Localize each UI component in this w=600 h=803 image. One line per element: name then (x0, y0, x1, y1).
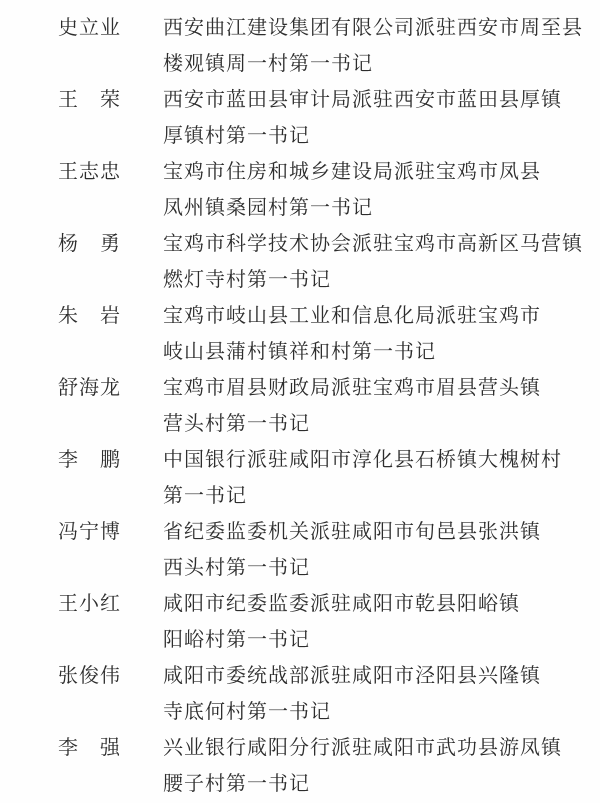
secretary-entry (0, 730, 600, 802)
person-name: 史立业 (58, 17, 121, 39)
assignment-description (163, 10, 600, 82)
assignment-line-2: 阳峪村第一书记 (163, 629, 310, 651)
assignment-line-2: 楼观镇周一村第一书记 (163, 53, 373, 75)
assignment-line-1: 省纪委监委机关派驻咸阳市旬邑县张洪镇 (163, 521, 541, 543)
assignment-line-2: 寺底何村第一书记 (163, 701, 331, 723)
assignment-description (163, 730, 600, 802)
assignment-line-1: 宝鸡市眉县财政局派驻宝鸡市眉县营头镇 (163, 377, 541, 399)
assignment-line-1: 西安曲江建设集团有限公司派驻西安市周至县 (163, 17, 583, 39)
secretary-entry (0, 370, 600, 442)
assignment-line-1: 兴业银行咸阳分行派驻咸阳市武功县游凤镇 (163, 737, 562, 759)
person-name: 李 鹏 (58, 449, 121, 471)
person-name: 王志忠 (58, 161, 121, 183)
secretary-entry (0, 514, 600, 586)
assignment-line-1: 咸阳市纪委监委派驻咸阳市乾县阳峪镇 (163, 593, 520, 615)
assignment-line-1: 中国银行派驻咸阳市淳化县石桥镇大槐树村 (163, 449, 562, 471)
secretary-entry (0, 226, 600, 298)
person-name: 杨 勇 (58, 233, 121, 255)
assignment-line-2: 厚镇村第一书记 (163, 125, 310, 147)
assignment-line-1: 宝鸡市住房和城乡建设局派驻宝鸡市凤县 (163, 161, 541, 183)
assignment-description (163, 514, 600, 586)
assignment-line-1: 宝鸡市岐山县工业和信息化局派驻宝鸡市 (163, 305, 541, 327)
secretary-entry (0, 442, 600, 514)
secretary-entry (0, 658, 600, 730)
assignment-line-2: 岐山县蒲村镇祥和村第一书记 (163, 341, 436, 363)
assignment-description (163, 370, 600, 442)
assignment-line-2: 燃灯寺村第一书记 (163, 269, 331, 291)
assignment-description (163, 442, 600, 514)
person-name: 舒海龙 (58, 377, 121, 399)
assignment-line-2: 西头村第一书记 (163, 557, 310, 579)
secretary-entry (0, 586, 600, 658)
assignment-line-1: 咸阳市委统战部派驻咸阳市泾阳县兴隆镇 (163, 665, 541, 687)
assignment-line-1: 宝鸡市科学技术协会派驻宝鸡市高新区马营镇 (163, 233, 583, 255)
assignment-line-2: 凤州镇桑园村第一书记 (163, 197, 373, 219)
assignment-line-1: 西安市蓝田县审计局派驻西安市蓝田县厚镇 (163, 89, 562, 111)
assignment-line-2: 第一书记 (163, 485, 247, 507)
secretary-entry (0, 154, 600, 226)
assignment-description (163, 226, 600, 298)
secretary-entry (0, 298, 600, 370)
person-name: 张俊伟 (58, 665, 121, 687)
assignment-description (163, 298, 600, 370)
person-name: 李 强 (58, 737, 121, 759)
person-name: 王小红 (58, 593, 121, 615)
assignment-line-2: 营头村第一书记 (163, 413, 310, 435)
person-name: 朱 岩 (58, 305, 121, 327)
assignment-description (163, 154, 600, 226)
assignment-description (163, 82, 600, 154)
person-name: 冯宁博 (58, 521, 121, 543)
secretary-entry (0, 82, 600, 154)
secretary-entry (0, 10, 600, 82)
assignment-description (163, 586, 600, 658)
person-name: 王 荣 (58, 89, 121, 111)
assignment-description (163, 658, 600, 730)
assignment-line-2: 腰子村第一书记 (163, 773, 310, 795)
